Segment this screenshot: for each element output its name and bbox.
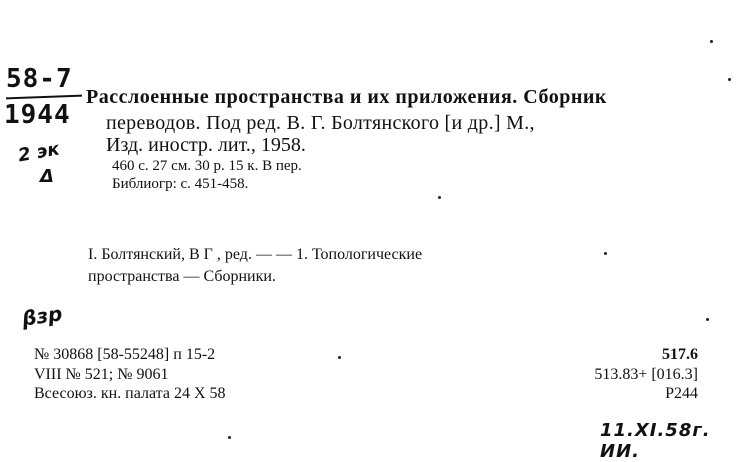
entry-editors: переводов. Под ред. В. Г. Болтянского [и др.] М., xyxy=(106,112,535,134)
call-number-divider xyxy=(6,95,82,100)
entry-title: Расслоенные пространства и их приложения. Сборник xyxy=(86,86,607,108)
entry-bibliography: Библиогр: с. 451-458. xyxy=(112,176,249,192)
scan-speck xyxy=(710,40,713,43)
call-number-top: 58-7 xyxy=(6,64,73,94)
scan-speck xyxy=(604,252,607,255)
registry-number: № 30868 [58-55248] п 15-2 xyxy=(34,346,216,363)
tracing-line-2: пространства — Сборники. xyxy=(88,268,276,285)
handwritten-date-note: 11.XI.58г. ИИ. xyxy=(600,420,711,462)
entry-physical-description: 460 с. 27 см. 30 р. 15 к. В пер. xyxy=(112,158,302,174)
entry-publisher: Изд. иностр. лит., 1958. xyxy=(106,134,306,156)
scan-speck xyxy=(438,196,441,199)
scan-speck xyxy=(706,318,709,321)
classification-udc: 517.6 xyxy=(662,346,698,363)
registry-volume: VIII № 521; № 9061 xyxy=(34,366,169,383)
classification-secondary: 513.83+ [016.3] xyxy=(594,366,698,383)
registry-chamber: Всесоюз. кн. палата 24 X 58 xyxy=(34,385,226,402)
handwritten-initials: βзр xyxy=(20,301,64,331)
delta-mark: Δ xyxy=(40,166,54,187)
tracing-line-1: I. Болтянский, В Г , ред. — — 1. Топологические xyxy=(88,246,423,263)
scan-speck xyxy=(228,436,231,439)
classification-author-mark: Р244 xyxy=(665,385,698,402)
copies-note: 2 эк xyxy=(16,138,62,167)
scan-speck xyxy=(728,78,731,81)
call-number-bottom: 1944 xyxy=(4,100,71,130)
scan-speck xyxy=(338,356,341,359)
